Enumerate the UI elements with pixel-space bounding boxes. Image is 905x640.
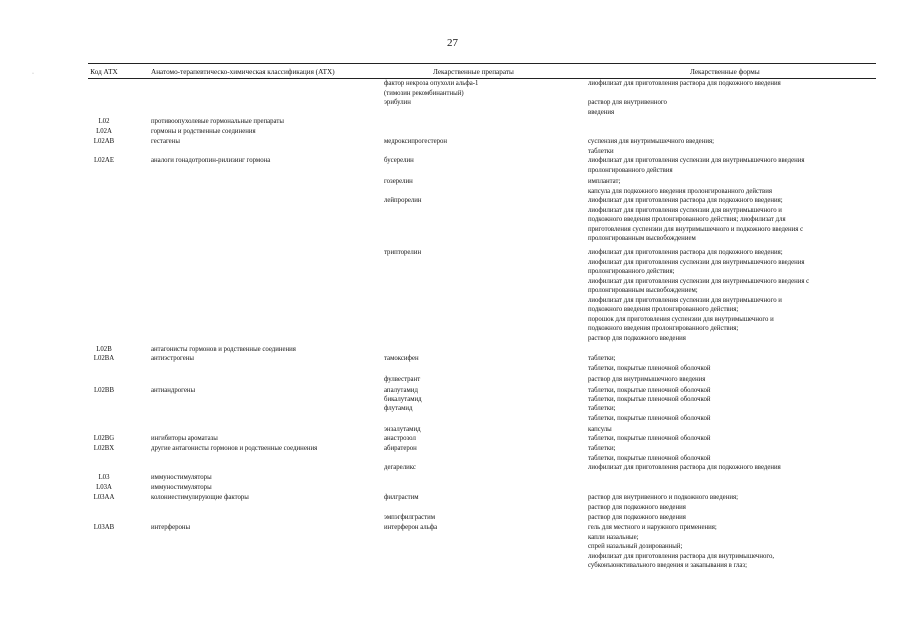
cell-forms-line: таблетки; (588, 445, 616, 452)
cell-forms-line: лиофилизат для приготовления раствора для внутримышечного, (588, 552, 775, 560)
cell-code: L03AA (93, 494, 115, 501)
cell-drug-line: интерферон альфа (384, 524, 438, 531)
cell-drug-line: (тимозин рекомбинантный) (384, 89, 464, 97)
cell-forms-line: таблетки, покрытые пленочной оболочкой (588, 396, 711, 403)
cell-forms-line: таблетки; (588, 355, 616, 362)
cell-forms (588, 98, 876, 117)
cell-forms-line: лиофилизат для приготовления суспензии для внутримышечного и (588, 296, 782, 304)
cell-forms (588, 375, 876, 385)
cell-drug (384, 375, 584, 385)
cell-drug (384, 196, 584, 206)
cell-class: антагонисты гормонов и родственные соединения (151, 346, 296, 353)
cell-drug (384, 354, 584, 364)
cell-drug (384, 523, 584, 533)
cell-forms-line: суспензия для внутримышечного введения; (588, 138, 714, 145)
cell-forms-line: таблетки (588, 147, 614, 155)
cell-forms-line: раствор для подкожного введения (588, 503, 686, 511)
cell-code: L02BA (93, 355, 115, 362)
cell-class: иммуностимуляторы (151, 474, 212, 481)
header-forms: Лекарственные формы (690, 68, 760, 76)
cell-forms-line: приготовления суспензии для внутримышечного и подкожного введения с (588, 225, 804, 233)
cell-drug-line: филграстим (384, 494, 419, 501)
cell-drug (384, 434, 584, 444)
cell-code: L02 (98, 118, 110, 125)
cell-forms-line: лиофилизат для приготовления суспензии для внутримышечного введения с (588, 277, 810, 285)
cell-forms-line: таблетки, покрытые пленочной оболочкой (588, 364, 711, 372)
cell-forms-line: раствор для подкожного введения (588, 334, 686, 342)
cell-forms-line: подкожного введения пролонгированного действия; (588, 325, 739, 332)
cell-forms-line: лиофилизат для приготовления раствора для подкожного введения; (588, 249, 783, 256)
cell-drug-line: тамоксифен (384, 355, 419, 362)
cell-forms-line: подкожного введения пролонгированного действия; лиофилизат для (588, 216, 786, 223)
cell-forms (588, 513, 876, 523)
cell-drug-line: абиратерон (384, 445, 417, 452)
margin-mark: · (32, 71, 34, 77)
cell-forms-line: порошок для приготовления суспензии для внутримышечного и (588, 315, 774, 323)
cell-forms-line: таблетки; (588, 405, 616, 412)
cell-forms (588, 404, 876, 423)
cell-forms-line: спрей назальный дозированный; (588, 543, 683, 550)
cell-forms-line: введения (588, 108, 615, 116)
cell-code: L03A (96, 484, 112, 491)
cell-forms (588, 248, 876, 343)
header-drugs: Лекарственные препараты (433, 68, 514, 76)
cell-code: L02BX (93, 445, 115, 452)
cell-forms-line: лиофилизат для приготовления раствора для подкожного введения (588, 464, 781, 471)
cell-code: L02B (96, 346, 112, 353)
cell-forms-line: лиофилизат для приготовления раствора для подкожного введения; (588, 197, 783, 204)
header-code: Код АТХ (90, 68, 118, 76)
cell-class: антиандрогены (151, 387, 196, 394)
cell-drug-line: медроксипрогестерон (384, 138, 448, 145)
cell-code: L03 (98, 474, 110, 481)
cell-drug-line: флутамид (384, 405, 413, 412)
cell-drug-line: энзалутамид (384, 426, 421, 433)
cell-drug (384, 156, 584, 166)
cell-drug-line: гозерелин (384, 178, 413, 185)
cell-drug (384, 137, 584, 147)
cell-forms-line: капсулы (588, 426, 612, 433)
cell-forms-line: таблетки, покрытые пленочной оболочкой (588, 387, 711, 394)
cell-forms (588, 354, 876, 373)
cell-forms-line: раствор для подкожного введения (588, 514, 686, 521)
cell-forms-line: пролонгированным высвобождением; (588, 287, 698, 294)
cell-forms (588, 196, 876, 244)
cell-forms (588, 137, 876, 156)
page-number: 27 (447, 37, 458, 49)
cell-forms-line: лиофилизат для приготовления суспензии для внутримышечного введения (588, 157, 805, 164)
cell-class: колониестимулирующие факторы (151, 494, 249, 501)
cell-forms (588, 177, 876, 196)
cell-code: L02BG (93, 435, 115, 442)
cell-forms-line: капли назальные; (588, 533, 639, 541)
cell-forms (588, 156, 876, 175)
cell-forms-line: пролонгированным высвобождением (588, 235, 696, 242)
cell-forms-line: пролонгированного действия; (588, 268, 675, 275)
cell-forms (588, 463, 876, 473)
cell-drug (384, 513, 584, 523)
cell-forms (588, 523, 876, 571)
cell-forms-line: раствор для внутривенного и подкожного введения; (588, 494, 738, 501)
cell-drug-line: трипторелин (384, 249, 422, 256)
cell-class: гормоны и родственные соединения (151, 128, 256, 135)
cell-class: гестагены (151, 138, 180, 145)
cell-drug-line: апалутамид (384, 387, 418, 394)
header-class: Анатомо-терапевтическо-химическая классификация (АТХ) (151, 68, 335, 76)
cell-class: антиэстрогены (151, 355, 194, 362)
cell-forms-line: лиофилизат для приготовления суспензии для внутримышечного и (588, 206, 782, 214)
cell-forms-line: пролонгированного действия (588, 166, 673, 174)
cell-class: интерфероны (151, 524, 191, 531)
cell-class: другие антагонисты гормонов и родственные соединения (151, 445, 318, 452)
cell-forms-line: гель для местного и наружного применения; (588, 524, 717, 531)
cell-drug (384, 404, 584, 414)
cell-drug (384, 98, 584, 108)
cell-forms-line: лиофилизат для приготовления раствора для подкожного введения (588, 80, 781, 87)
cell-forms-line: таблетки, покрытые пленочной оболочкой (588, 435, 711, 442)
cell-forms-line: подкожного введения пролонгированного действия; (588, 306, 739, 313)
cell-class: ингибиторы ароматазы (151, 435, 218, 442)
cell-code: L02BB (93, 387, 114, 394)
cell-forms-line: имплантат; (588, 178, 621, 185)
cell-forms-line: лиофилизат для приготовления суспензии для внутримышечного введения (588, 258, 805, 266)
cell-class: иммуностимуляторы (151, 484, 212, 491)
cell-drug-line: эмпэгфилграстим (384, 514, 436, 521)
cell-drug (384, 444, 584, 454)
cell-class: аналоги гонадотропин-рилизинг гормона (151, 157, 271, 164)
cell-class: противоопухолевые гормональные препараты (151, 118, 284, 125)
cell-drug-line: дегареликс (384, 464, 416, 471)
cell-code: L02AE (93, 157, 114, 164)
cell-drug-line: эрибулин (384, 99, 411, 106)
cell-forms (588, 493, 876, 512)
cell-forms-line: раствор для внутривенного (588, 99, 667, 106)
cell-drug-line: фактор некроза опухоли альфа-1 (384, 80, 479, 87)
cell-forms (588, 444, 876, 463)
cell-code: L02A (96, 128, 112, 135)
table-top-rule (88, 63, 876, 64)
cell-drug-line: фулвестрант (384, 376, 421, 383)
cell-forms-line: таблетки, покрытые пленочной оболочкой (588, 454, 711, 462)
cell-drug (384, 493, 584, 503)
cell-drug-line: бикалутамид (384, 396, 422, 403)
cell-code: L03AB (93, 524, 115, 531)
cell-drug (384, 177, 584, 187)
cell-forms-line: таблетки, покрытые пленочной оболочкой (588, 414, 711, 422)
cell-drug (384, 463, 584, 473)
cell-forms-line: капсула для подкожного введения пролонгированного действия (588, 187, 772, 195)
cell-forms (588, 79, 876, 89)
cell-drug-line: лейпрорелин (384, 197, 422, 204)
cell-drug (384, 248, 584, 258)
cell-forms-line: субконъюнктивального введения и закапывания в глаз; (588, 562, 747, 569)
cell-forms (588, 434, 876, 444)
cell-drug (384, 79, 584, 98)
cell-forms-line: раствор для внутримышечного введения (588, 376, 706, 383)
cell-drug-line: бусерелин (384, 157, 414, 164)
cell-drug-line: анастрозол (384, 435, 416, 442)
cell-code: L02AB (93, 138, 115, 145)
